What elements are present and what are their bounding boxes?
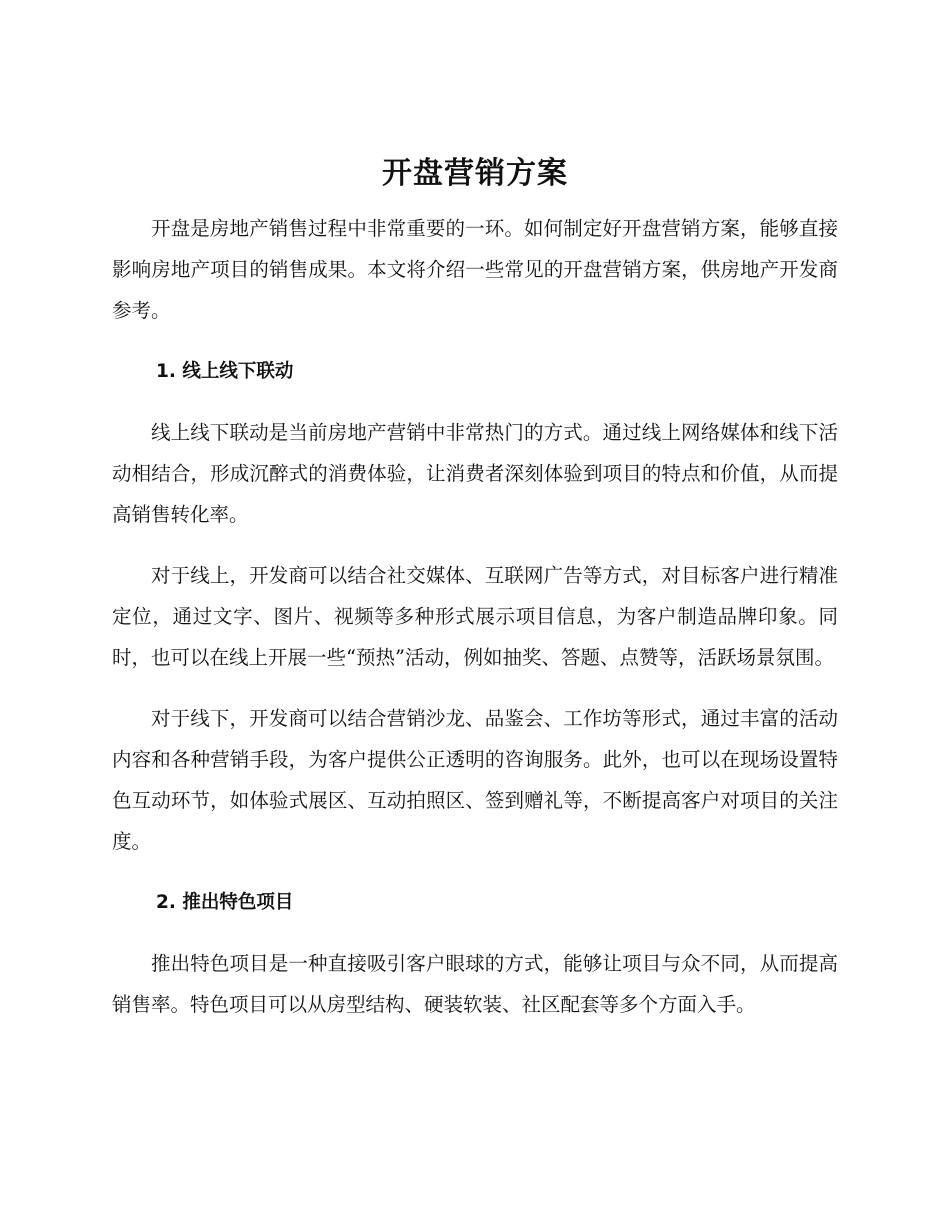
document-title: 开盘营销方案 [382,156,568,191]
section-2-paragraph-1: 推出特色项目是一种直接吸引客户眼球的方式，能够让项目与众不同，从而提高销售率。特色项目可以从房型结构、硬装软装、社区配套等多个方面入手。 [112,952,838,1016]
section-1-paragraph-2: 对于线上，开发商可以结合社交媒体、互联网广告等方式，对目标客户进行精准定位，通过文字、图片、视频等多种形式展示项目信息，为客户制造品牌印象。同时，也可以在线上开展一些“预热”活动，例如抽奖、答题、点赞等，活跃场景氛围。 [112,564,838,669]
section-heading-1: 1. 线上线下联动 [156,361,294,382]
document-page [112,152,838,1045]
intro-paragraph: 开盘是房地产销售过程中非常重要的一环。如何制定好开盘营销方案，能够直接影响房地产项目的销售成果。本文将介绍一些常见的开盘营销方案，供房地产开发商参考。 [112,217,838,322]
section-1-paragraph-3: 对于线下，开发商可以结合营销沙龙、品鉴会、工作坊等形式，通过丰富的活动内容和各种营销手段，为客户提供公正透明的咨询服务。此外，也可以在现场设置特色互动环节，如体验式展区、互动拍照区、签到赠礼等，不断提高客户对项目的关注度。 [112,707,838,853]
section-1-paragraph-1: 线上线下联动是当前房地产营销中非常热门的方式。通过线上网络媒体和线下活动相结合，形成沉醉式的消费体验，让消费者深刻体验到项目的特点和价值，从而提高销售转化率。 [112,421,838,526]
section-heading-2: 2. 推出特色项目 [156,892,294,913]
